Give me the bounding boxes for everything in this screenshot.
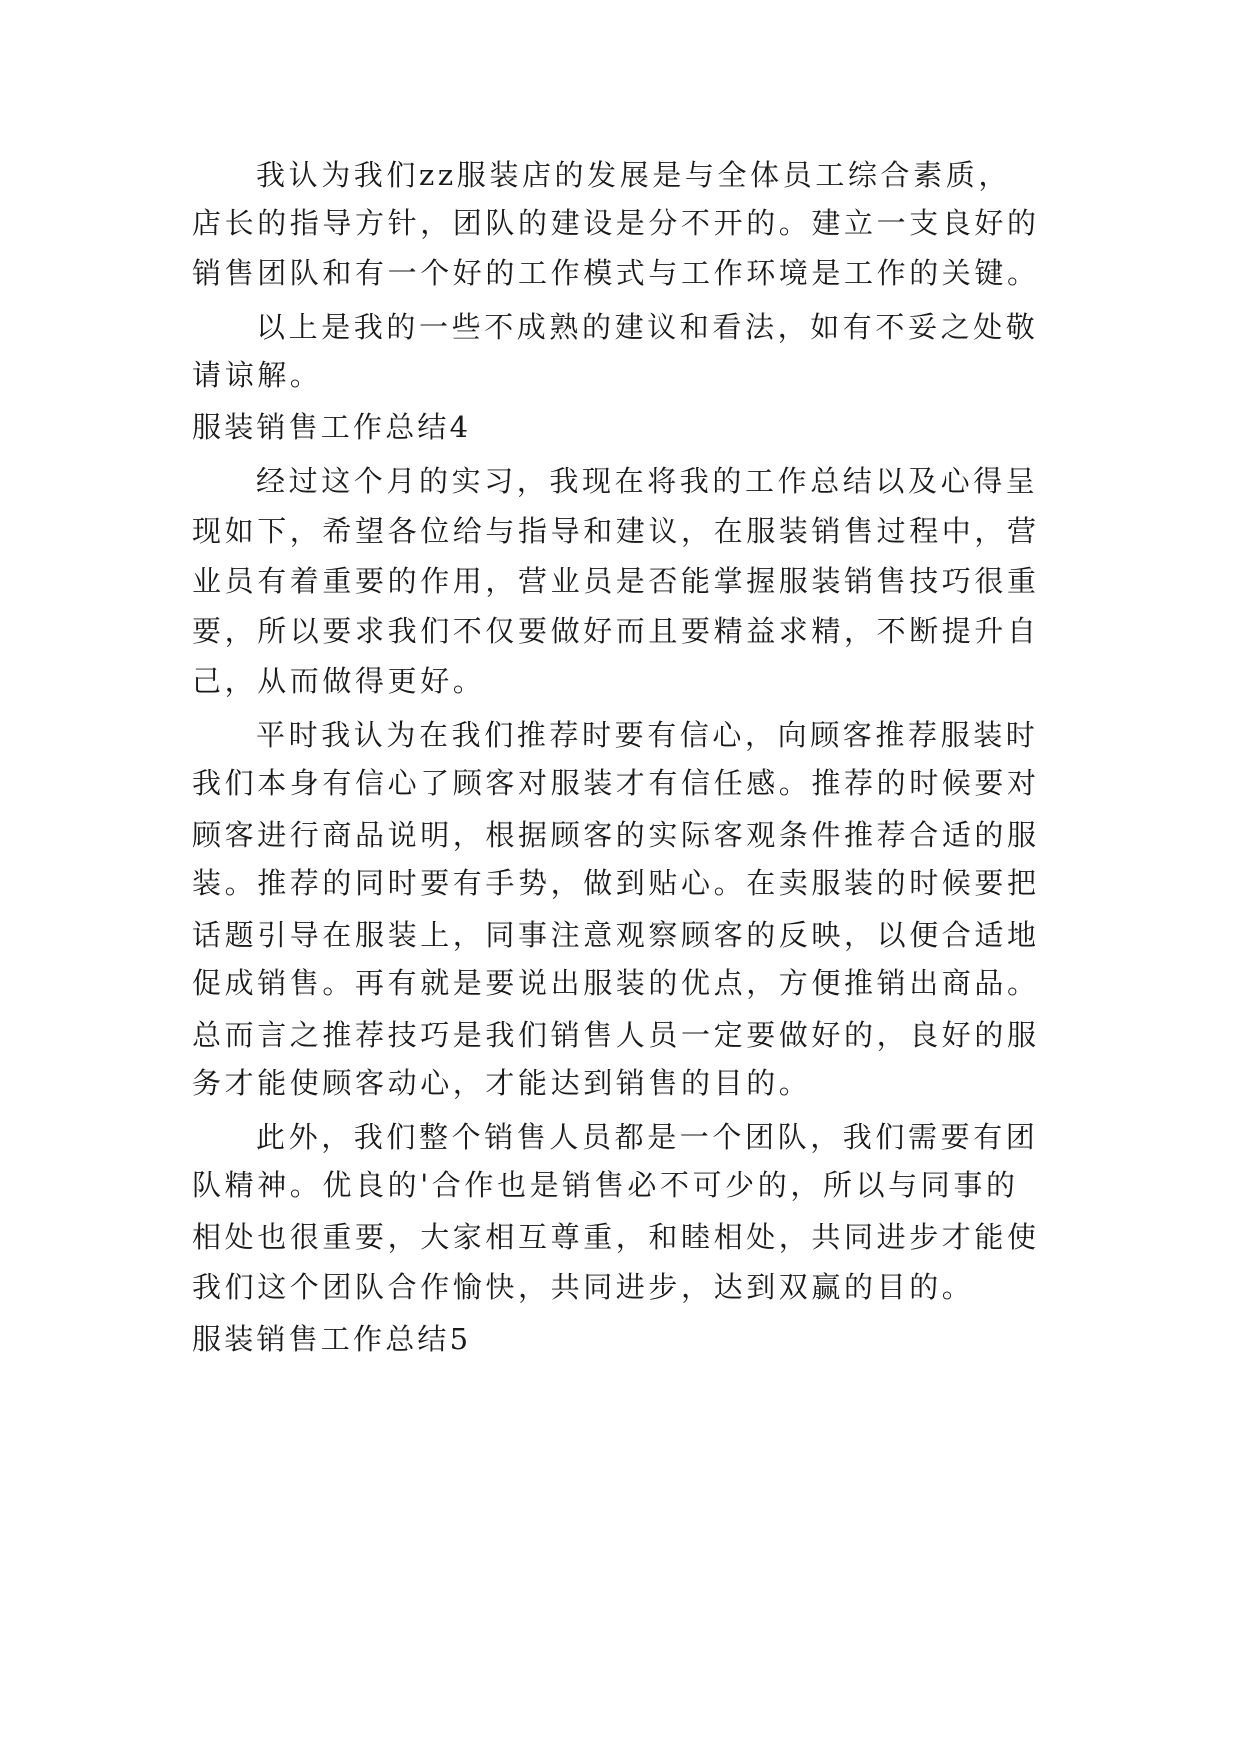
text-line: 销售团队和有一个好的工作模式与工作环境是工作的关键。	[192, 256, 1040, 290]
text-line: 请谅解。	[192, 358, 323, 392]
section-heading: 服装销售工作总结4	[192, 410, 472, 444]
text-line: 平时我认为在我们推荐时要有信心，向顾客推荐服装时	[256, 718, 1039, 752]
text-line: 我们本身有信心了顾客对服装才有信任感。推荐的时候要对	[192, 766, 1040, 800]
text-line: 现如下，希望各位给与指导和建议，在服装销售过程中，营	[192, 514, 1040, 548]
text-line: 店长的指导方针，团队的建设是分不开的。建立一支良好的	[192, 206, 1040, 240]
text-line: 以上是我的一些不成熟的建议和看法，如有不妥之处敬	[256, 310, 1039, 344]
text-line: 我认为我们zz服装店的发展是与全体员工综合素质，	[256, 158, 1011, 192]
text-line: 总而言之推荐技巧是我们销售人员一定要做好的，良好的服	[192, 1018, 1040, 1052]
text-line: 要，所以要求我们不仅要做好而且要精益求精，不断提升自	[192, 614, 1040, 648]
text-line: 业员有着重要的作用，营业员是否能掌握服装销售技巧很重	[192, 564, 1040, 598]
text-line: 务才能使顾客动心，才能达到销售的目的。	[192, 1066, 812, 1100]
text-line: 我们这个团队合作愉快，共同进步，达到双赢的目的。	[192, 1270, 975, 1304]
section-heading: 服装销售工作总结5	[192, 1322, 472, 1356]
text-line: 经过这个月的实习，我现在将我的工作总结以及心得呈	[256, 464, 1039, 498]
text-line: 装。推荐的同时要有手势，做到贴心。在卖服装的时候要把	[192, 866, 1040, 900]
text-line: 顾客进行商品说明，根据顾客的实际客观条件推荐合适的服	[192, 818, 1040, 852]
text-line: 促成销售。再有就是要说出服装的优点，方便推销出商品。	[192, 966, 1040, 1000]
text-line: 队精神。优良的'合作也是销售必不可少的，所以与同事的	[192, 1168, 1019, 1202]
text-line: 话题引导在服装上，同事注意观察顾客的反映，以便合适地	[192, 918, 1040, 952]
text-line: 相处也很重要，大家相互尊重，和睦相处，共同进步才能使	[192, 1220, 1040, 1254]
text-line: 己，从而做得更好。	[192, 664, 486, 698]
text-line: 此外，我们整个销售人员都是一个团队，我们需要有团	[256, 1120, 1039, 1154]
